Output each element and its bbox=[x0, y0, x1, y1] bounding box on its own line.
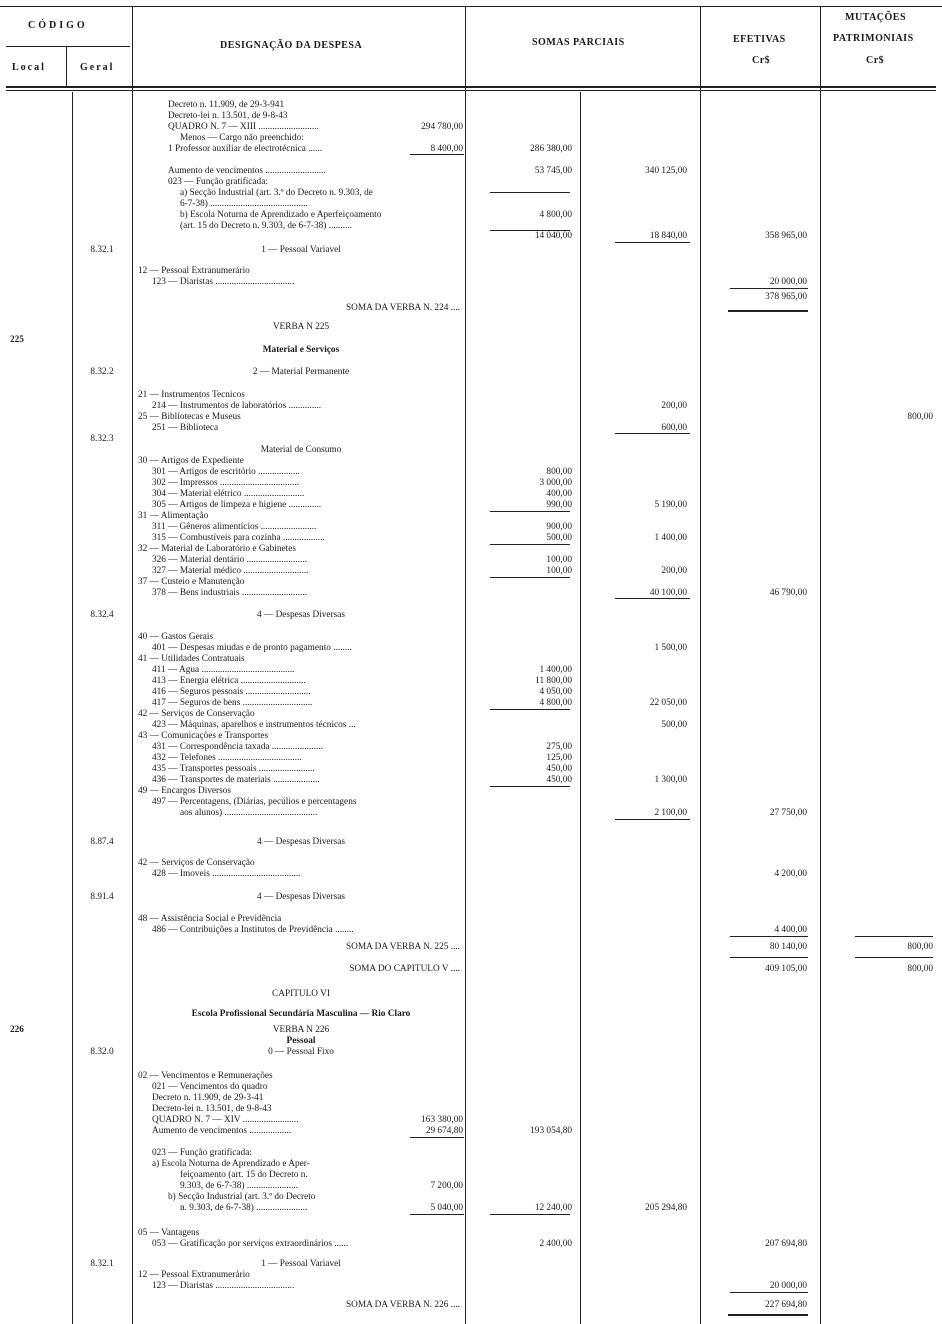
partial-sum-2: 18 840,00 bbox=[649, 231, 687, 241]
rule bbox=[730, 957, 808, 958]
expense-description: 4 — Despesas Diversas bbox=[256, 892, 346, 902]
codigo-local: 225 bbox=[10, 335, 24, 345]
header-col-sep-geral bbox=[66, 46, 67, 86]
expense-description: a) Escola Noturna de Aprendizado e Aper- bbox=[152, 1159, 310, 1169]
partial-sum-2: 1 500,00 bbox=[654, 643, 687, 653]
col-sep-soma bbox=[580, 92, 581, 1324]
header-mutacoes: MUTAÇÕES bbox=[845, 12, 907, 23]
rule bbox=[730, 1292, 808, 1293]
expense-description: 413 — Energia elétrica ............................ bbox=[152, 676, 306, 686]
inline-amount: 29 674,80 bbox=[425, 1126, 463, 1136]
expense-description: 486 — Contribuições a Institutos de Previdência ........ bbox=[152, 925, 354, 935]
efetivas-amount: 20 000,00 bbox=[769, 277, 807, 287]
partial-sum-2: 205 294,80 bbox=[645, 1203, 687, 1213]
partial-sum-2: 22 050,00 bbox=[649, 698, 687, 708]
partial-sum-1: 53 745,00 bbox=[534, 166, 572, 176]
header-patrimoniais: PATRIMONIAIS bbox=[833, 33, 914, 44]
rule bbox=[490, 786, 570, 787]
expense-description: 4 — Despesas Diversas bbox=[256, 610, 346, 620]
expense-description: 30 — Artigos de Expediente bbox=[138, 456, 244, 466]
codigo-geral: 8.32.0 bbox=[90, 1047, 114, 1057]
col-sep-desig bbox=[465, 6, 466, 1324]
codigo-geral: 8.32.4 bbox=[90, 610, 114, 620]
header-geral: Geral bbox=[80, 62, 115, 73]
expense-description: CAPITULO VI bbox=[272, 989, 330, 999]
expense-description: 023 — Função gratificada: bbox=[152, 1148, 252, 1158]
expense-description: 2 — Material Permanente bbox=[252, 367, 350, 377]
expense-description: 02 — Vencimentos e Remunerações bbox=[138, 1071, 273, 1081]
expense-description: 021 — Vencimentos do quadro bbox=[152, 1082, 268, 1092]
partial-sum-2: 340 125,00 bbox=[645, 166, 687, 176]
expense-description: 302 — Impressos .................................. bbox=[152, 478, 299, 488]
expense-description: 304 — Material elétrico .......................... bbox=[152, 489, 305, 499]
expense-description: 12 — Pessoal Extranumerário bbox=[138, 1270, 250, 1280]
expense-description: 411 — Agua ........................................ bbox=[152, 665, 295, 675]
partial-sum-1: 286 380,00 bbox=[530, 144, 572, 154]
codigo-geral: 8.32.3 bbox=[90, 434, 114, 444]
codigo-geral: 8.87.4 bbox=[90, 837, 114, 847]
rule bbox=[490, 1214, 570, 1215]
expense-description: 023 — Função gratificada: bbox=[168, 177, 268, 187]
efetivas-amount: 4 400,00 bbox=[774, 925, 807, 935]
expense-description: 12 — Pessoal Extranumerário bbox=[138, 266, 250, 276]
expense-description: QUADRO N. 7 — XIV ........................ bbox=[152, 1115, 299, 1125]
expense-description: 1 Professor auxiliar de electrotécnica ...... bbox=[168, 144, 323, 154]
rule bbox=[410, 1214, 464, 1215]
expense-description: 432 — Telefones .................................... bbox=[152, 753, 302, 763]
expense-description: SOMA DA VERBA N. 226 .... bbox=[346, 1300, 460, 1310]
expense-description: aos alunos) ........................................ bbox=[180, 808, 318, 818]
expense-description: b) Secção Industrial (art. 3.º do Decreto bbox=[168, 1192, 316, 1202]
expense-description: Pessoal bbox=[286, 1036, 316, 1046]
efetivas-amount: 20 000,00 bbox=[769, 1281, 807, 1291]
rule bbox=[615, 819, 690, 820]
rule bbox=[730, 936, 808, 937]
header-mutacoes-unit: Cr$ bbox=[866, 55, 885, 66]
inline-amount: 5 040,00 bbox=[430, 1203, 463, 1213]
partial-sum-1: 800,00 bbox=[546, 467, 572, 477]
rule bbox=[410, 1137, 464, 1138]
partial-sum-1: 990,00 bbox=[546, 500, 572, 510]
expense-description: 436 — Transportes de materiais .................... bbox=[152, 775, 320, 785]
expense-description: 311 — Gêneros alimentícios ........................ bbox=[152, 522, 317, 532]
rule bbox=[728, 310, 808, 312]
partial-sum-1: 193 054,80 bbox=[530, 1126, 572, 1136]
expense-description: 25 — Bibliotecas e Museus bbox=[138, 412, 241, 422]
expense-description: b) Escola Noturna de Aprendizado e Aperfeiçoamento bbox=[180, 210, 382, 220]
expense-description: 48 — Assistência Social e Previdência bbox=[138, 914, 282, 924]
expense-description: feiçoamento (art. 15 do Decreto n. bbox=[180, 1170, 308, 1180]
partial-sum-1: 4 800,00 bbox=[539, 698, 572, 708]
inline-amount: 8 400,00 bbox=[430, 144, 463, 154]
expense-description: 21 — Instrumentos Tecnicos bbox=[138, 390, 245, 400]
expense-description: 42 — Serviços de Conservação bbox=[138, 709, 255, 719]
expense-description: VERBA N 225 bbox=[272, 322, 330, 332]
partial-sum-1: 450,00 bbox=[546, 775, 572, 785]
expense-description: SOMA DO CAPITULO V .... bbox=[349, 964, 460, 974]
expense-description: VERBA N 226 bbox=[272, 1025, 330, 1035]
expense-description: 301 — Artigos de escritório .................. bbox=[152, 467, 300, 477]
header-local: Local bbox=[12, 62, 46, 73]
expense-description: 49 — Encargos Diversos bbox=[138, 786, 232, 796]
partial-sum-1: 450,00 bbox=[546, 764, 572, 774]
expense-description: Aumento de vencimentos .......................... bbox=[168, 166, 326, 176]
partial-sum-2: 1 400,00 bbox=[654, 533, 687, 543]
inline-amount: 163 380,00 bbox=[421, 1115, 463, 1125]
expense-description: n. 9.303, de 6-7-38) ...................... bbox=[180, 1203, 308, 1213]
partial-sum-1: 12 240,00 bbox=[534, 1203, 572, 1213]
expense-description: QUADRO N. 7 — XIII .......................... bbox=[168, 122, 319, 132]
rule bbox=[855, 957, 933, 958]
expense-description: 326 — Material dentário .......................... bbox=[152, 555, 307, 565]
partial-sum-2: 600,00 bbox=[661, 423, 687, 433]
header-bottom-rule-2 bbox=[6, 90, 936, 91]
rule bbox=[490, 511, 570, 512]
partial-sum-2: 200,00 bbox=[661, 401, 687, 411]
expense-description: 05 — Vantagens bbox=[138, 1228, 200, 1238]
expense-description: 378 — Bens industriais ............................ bbox=[152, 588, 307, 598]
efetivas-amount: 27 750,00 bbox=[769, 808, 807, 818]
expense-description: Menos — Cargo não preenchido: bbox=[180, 133, 304, 143]
efetivas-amount: 4 200,00 bbox=[774, 869, 807, 879]
expense-description: 327 — Material médico ............................ bbox=[152, 566, 309, 576]
col-sep-efetivas bbox=[820, 6, 821, 1324]
expense-description: a) Secção Industrial (art. 3.º do Decreto n. 9.303, de bbox=[180, 188, 373, 198]
partial-sum-1: 100,00 bbox=[546, 555, 572, 565]
expense-description: 1 — Pessoal Variavel bbox=[261, 245, 341, 255]
expense-description: 43 — Comunicações e Transportes bbox=[138, 731, 269, 741]
mutacoes-amount: 800,00 bbox=[907, 964, 933, 974]
partial-sum-1: 3 000,00 bbox=[539, 478, 572, 488]
efetivas-amount: 358 965,00 bbox=[765, 231, 807, 241]
col-sep-local bbox=[72, 92, 73, 1324]
efetivas-amount: 409 105,00 bbox=[765, 964, 807, 974]
header-somas-parciais: SOMAS PARCIAIS bbox=[532, 37, 625, 48]
rule bbox=[490, 709, 570, 710]
header-top-rule bbox=[0, 6, 942, 7]
expense-description: 315 — Combustíveis para cozinha .................. bbox=[152, 533, 325, 543]
efetivas-amount: 378 965,00 bbox=[765, 292, 807, 302]
partial-sum-2: 500,00 bbox=[661, 720, 687, 730]
expense-description: 214 — Instrumentos de laboratórios .............. bbox=[152, 401, 322, 411]
partial-sum-1: 275,00 bbox=[546, 742, 572, 752]
mutacoes-amount: 800,00 bbox=[907, 412, 933, 422]
header-efetivas-unit: Cr$ bbox=[752, 55, 771, 66]
expense-description: SOMA DA VERBA N. 225 .... bbox=[346, 942, 460, 952]
efetivas-amount: 46 790,00 bbox=[769, 588, 807, 598]
expense-description: (art. 15 do Decreto n. 9.303, de 6-7-38) .......... bbox=[180, 221, 352, 231]
expense-description: 123 — Diaristas .................................. bbox=[152, 277, 295, 287]
expense-description: 1 — Pessoal Variavel bbox=[261, 1259, 341, 1269]
efetivas-amount: 80 140,00 bbox=[769, 942, 807, 952]
codigo-geral: 8.32.1 bbox=[90, 1259, 114, 1269]
expense-description: 9.303, de 6-7-38) ...................... bbox=[180, 1181, 299, 1191]
expense-description: 401 — Despesas miudas e de pronto pagamento ........ bbox=[152, 643, 352, 653]
partial-sum-1: 100,00 bbox=[546, 566, 572, 576]
expense-description: 305 — Artigos de limpeza e higiene .............. bbox=[152, 500, 322, 510]
expense-description: 435 — Transportes pessoais ........................ bbox=[152, 764, 315, 774]
expense-description: Decreto n. 11.909, de 29-3-941 bbox=[168, 100, 285, 110]
partial-sum-2: 200,00 bbox=[661, 566, 687, 576]
expense-description: Escola Profissional Secundária Masculina — Rio Claro bbox=[191, 1009, 411, 1019]
partial-sum-1: 4 800,00 bbox=[539, 210, 572, 220]
expense-description: 4 — Despesas Diversas bbox=[256, 837, 346, 847]
expense-description: Decreto-lei n. 13.501, de 9-8-43 bbox=[152, 1104, 272, 1114]
header-codigo: CÓDIGO bbox=[28, 20, 88, 31]
partial-sum-1: 400,00 bbox=[546, 489, 572, 499]
codigo-local: 226 bbox=[10, 1025, 24, 1035]
expense-description: Aumento de vencimentos .................. bbox=[152, 1126, 292, 1136]
expense-description: 416 — Seguros pessoais ............................ bbox=[152, 687, 311, 697]
expense-description: 053 — Gratificação por serviços extraordinários ...... bbox=[152, 1239, 349, 1249]
col-sep-geral bbox=[132, 6, 133, 1324]
expense-description: 6-7-38) .......................................... bbox=[180, 199, 308, 209]
header-designacao: DESIGNAÇÃO DA DESPESA bbox=[220, 40, 363, 51]
rule bbox=[615, 242, 690, 243]
rule bbox=[730, 288, 808, 289]
expense-description: 417 — Seguros de bens .............................. bbox=[152, 698, 313, 708]
expense-description: 423 — Máquinas, aparelhos e instrumentos técnicos ... bbox=[152, 720, 356, 730]
header-codigo-rule bbox=[6, 46, 130, 47]
inline-amount: 294 780,00 bbox=[421, 122, 463, 132]
partial-sum-1: 11 800,00 bbox=[535, 676, 572, 686]
expense-description: 32 — Material de Laboratório e Gabinetes bbox=[138, 544, 296, 554]
expense-description: 428 — Imoveis ...................................... bbox=[152, 869, 301, 879]
partial-sum-2: 2 100,00 bbox=[654, 808, 687, 818]
expense-description: 431 — Correspondência taxada ...................... bbox=[152, 742, 323, 752]
partial-sum-1: 4 050,00 bbox=[539, 687, 572, 697]
expense-description: 37 — Custeio e Manutenção bbox=[138, 577, 245, 587]
partial-sum-1: 125,00 bbox=[546, 753, 572, 763]
header-bottom-rule bbox=[6, 86, 936, 88]
partial-sum-2: 40 100,00 bbox=[649, 588, 687, 598]
expense-description: Material de Consumo bbox=[260, 445, 342, 455]
expense-description: Decreto n. 11.909, de 29-3-41 bbox=[152, 1093, 264, 1103]
codigo-geral: 8.32.1 bbox=[90, 245, 114, 255]
partial-sum-2: 1 300,00 bbox=[654, 775, 687, 785]
expense-description: Decreto-lei n. 13.501, de 9-8-43 bbox=[168, 111, 288, 121]
expense-description: 251 — Biblioteca bbox=[152, 423, 219, 433]
expense-description: 40 — Gastos Gerais bbox=[138, 632, 214, 642]
rule bbox=[490, 192, 570, 193]
expense-description: 31 — Alimentação bbox=[138, 511, 209, 521]
expense-description: 0 — Pessoal Fixo bbox=[268, 1047, 334, 1057]
efetivas-amount: 207 694,80 bbox=[765, 1239, 807, 1249]
expense-description: 497 — Percentagens, (Diárias, pecúlios e percentagens bbox=[152, 797, 357, 807]
expense-description: 42 — Serviços de Conservação bbox=[138, 858, 255, 868]
codigo-geral: 8.32.2 bbox=[90, 367, 114, 377]
header-efetivas: EFETIVAS bbox=[733, 34, 786, 45]
col-sep-somas bbox=[700, 6, 701, 1324]
rule bbox=[490, 577, 570, 578]
rule bbox=[490, 544, 570, 545]
efetivas-amount: 227 694,80 bbox=[765, 1300, 807, 1310]
partial-sum-1: 2 400,00 bbox=[539, 1239, 572, 1249]
rule bbox=[855, 936, 933, 937]
expense-description: 41 — Utilidades Contratuais bbox=[138, 654, 245, 664]
codigo-geral: 8.91.4 bbox=[90, 892, 114, 902]
partial-sum-1: 900,00 bbox=[546, 522, 572, 532]
partial-sum-1: 500,00 bbox=[546, 533, 572, 543]
expense-description: Material e Serviços bbox=[262, 345, 340, 355]
partial-sum-1: 14 040,00 bbox=[534, 231, 572, 241]
partial-sum-2: 5 190,00 bbox=[654, 500, 687, 510]
inline-amount: 7 200,00 bbox=[430, 1181, 463, 1191]
partial-sum-1: 1 400,00 bbox=[539, 665, 572, 675]
expense-description: SOMA DA VERBA N. 224 .... bbox=[346, 303, 460, 313]
mutacoes-amount: 800,00 bbox=[907, 942, 933, 952]
rule bbox=[728, 1314, 808, 1316]
expense-description: 123 — Diaristas .................................. bbox=[152, 1281, 295, 1291]
